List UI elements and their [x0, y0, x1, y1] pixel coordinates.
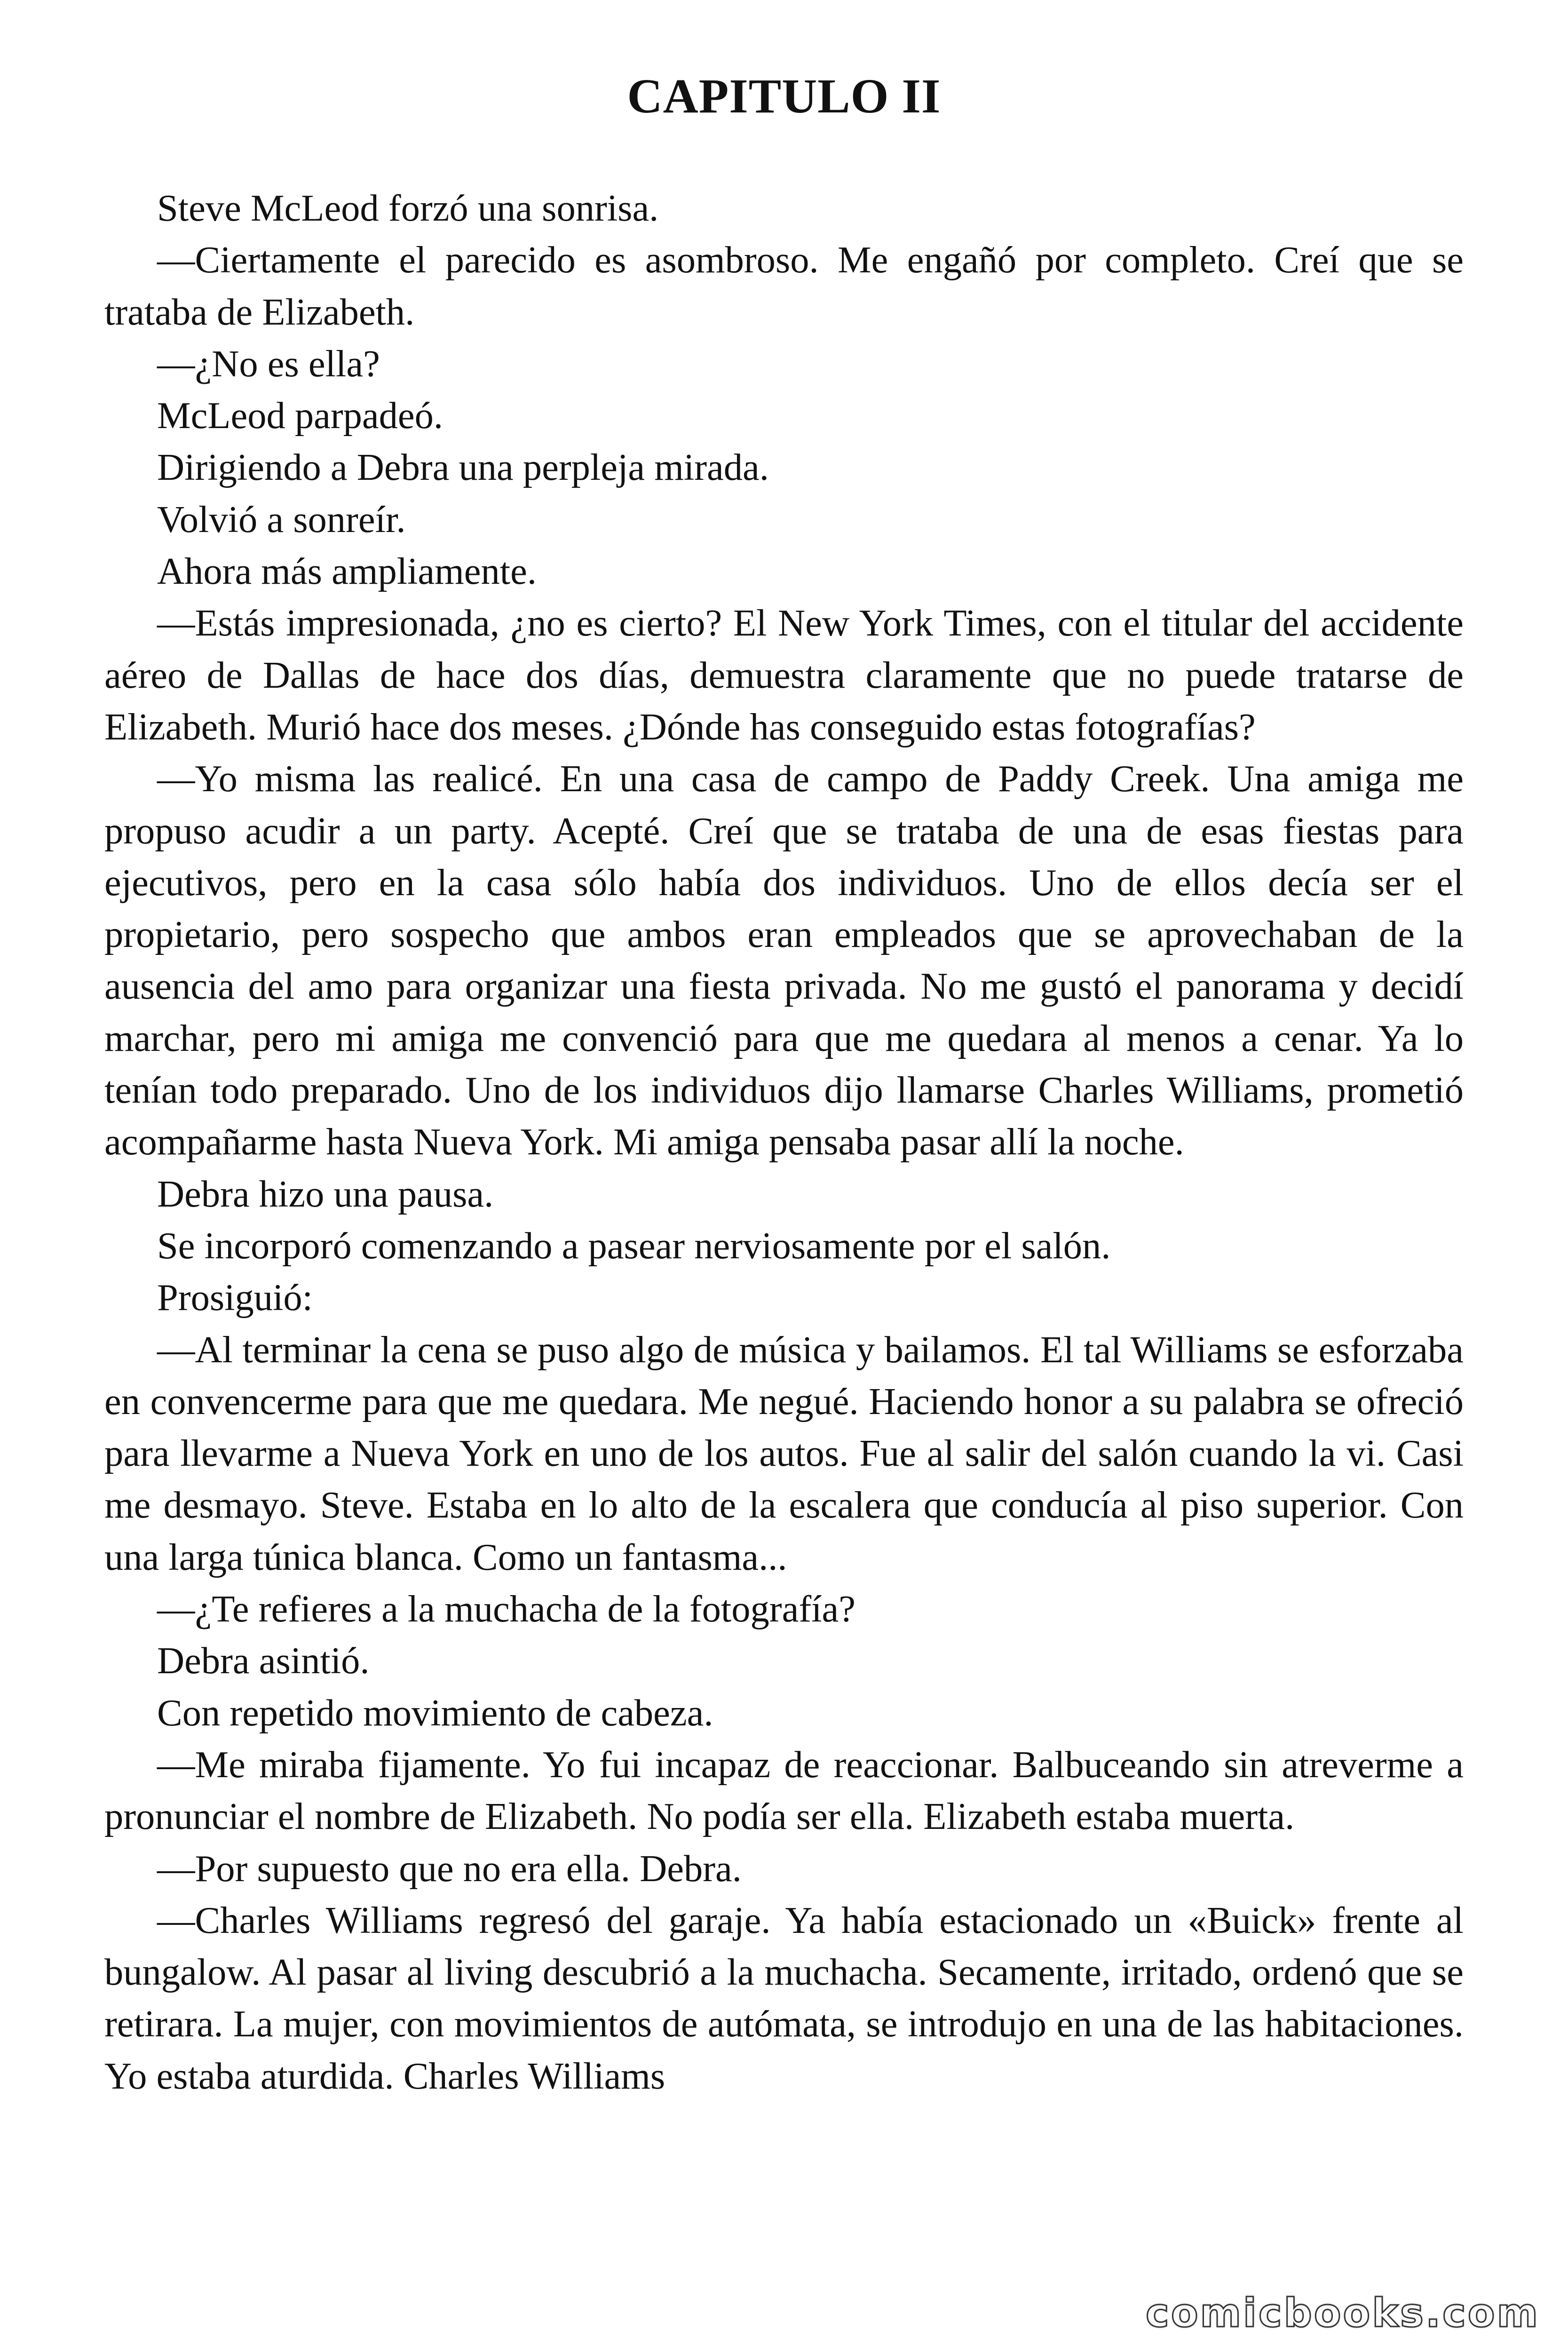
paragraph: —¿Te refieres a la muchacha de la fotografía? [157, 1588, 855, 1630]
paragraph: —Charles Williams regresó del garaje. Ya había estacionado un «Buick» frente al bungalow. Al pasar al living descubrió a la muchacha. Secamente, irritado, ordenó que se retirara. La mujer, con movimientos de autómata, se introdujo en una de las habitaciones. Yo estaba aturdida. Charles Williams [104, 1899, 1464, 2097]
paragraph: —Al terminar la cena se puso algo de música y bailamos. El tal Williams se esforzaba en convencerme para que me quedara. Me negué. Haciendo honor a su palabra se ofreció para llevarme a Nueva York en uno de los autos. Fue al salir del salón cuando la vi. Casi me desmayo. Steve. Estaba en lo alto de la escalera que conducía al piso superior. Con una larga túnica blanca. Como un fantasma... [104, 1328, 1464, 1578]
paragraph: Dirigiendo a Debra una perpleja mirada. [157, 446, 769, 489]
paragraph: Se incorporó comenzando a pasear nerviosamente por el salón. [157, 1224, 1111, 1267]
paragraph: —Ciertamente el parecido es asombroso. Me engañó por completo. Creí que se trataba de Elizabeth. [104, 239, 1464, 333]
paragraph: Volvió a sonreír. [157, 498, 406, 540]
paragraph: —Yo misma las realicé. En una casa de campo de Paddy Creek. Una amiga me propuso acudir a un party. Acepté. Creí que se trataba de una de esas fiestas para ejecutivos, pero en la casa sólo había dos individuos. Uno de ellos decía ser el propietario, pero sospecho que ambos eran empleados que se aprovechaban de la ausencia del amo para organizar una fiesta privada. No me gustó el panorama y decidí marchar, pero mi amiga me convenció para que me quedara al menos a cenar. Ya lo tenían todo preparado. Uno de los individuos dijo llamarse Charles Williams, prometió acompañarme hasta Nueva York. Mi amiga pensaba pasar allí la noche. [104, 758, 1464, 1163]
paragraph: Ahora más ampliamente. [157, 550, 537, 593]
paragraph: Steve McLeod forzó una sonrisa. [157, 187, 659, 229]
paragraph: —¿No es ella? [157, 342, 380, 385]
chapter-title: CAPITULO II [627, 69, 941, 123]
paragraph: Prosiguió: [157, 1277, 313, 1319]
site-watermark: comicbooks.com [1146, 2290, 1540, 2336]
paragraph: —Estás impresionada, ¿no es cierto? El New York Times, con el titular del accidente aéreo de Dallas de hace dos días, demuestra claramente que no puede tratarse de Elizabeth. Murió hace dos meses. ¿Dónde has conseguido estas fotografías? [104, 602, 1464, 748]
chapter-body [104, 183, 1464, 2102]
paragraph: Con repetido movimiento de cabeza. [157, 1692, 713, 1734]
paragraph: McLeod parpadeó. [157, 395, 443, 437]
paragraph: Debra asintió. [157, 1640, 370, 1682]
paragraph: —Me miraba fijamente. Yo fui incapaz de reaccionar. Balbuceando sin atreverme a pronunciar el nombre de Elizabeth. No podía ser ella. Elizabeth estaba muerta. [104, 1743, 1464, 1838]
paragraph: Debra hizo una pausa. [157, 1173, 494, 1215]
paragraph: —Por supuesto que no era ella. Debra. [157, 1847, 742, 1890]
